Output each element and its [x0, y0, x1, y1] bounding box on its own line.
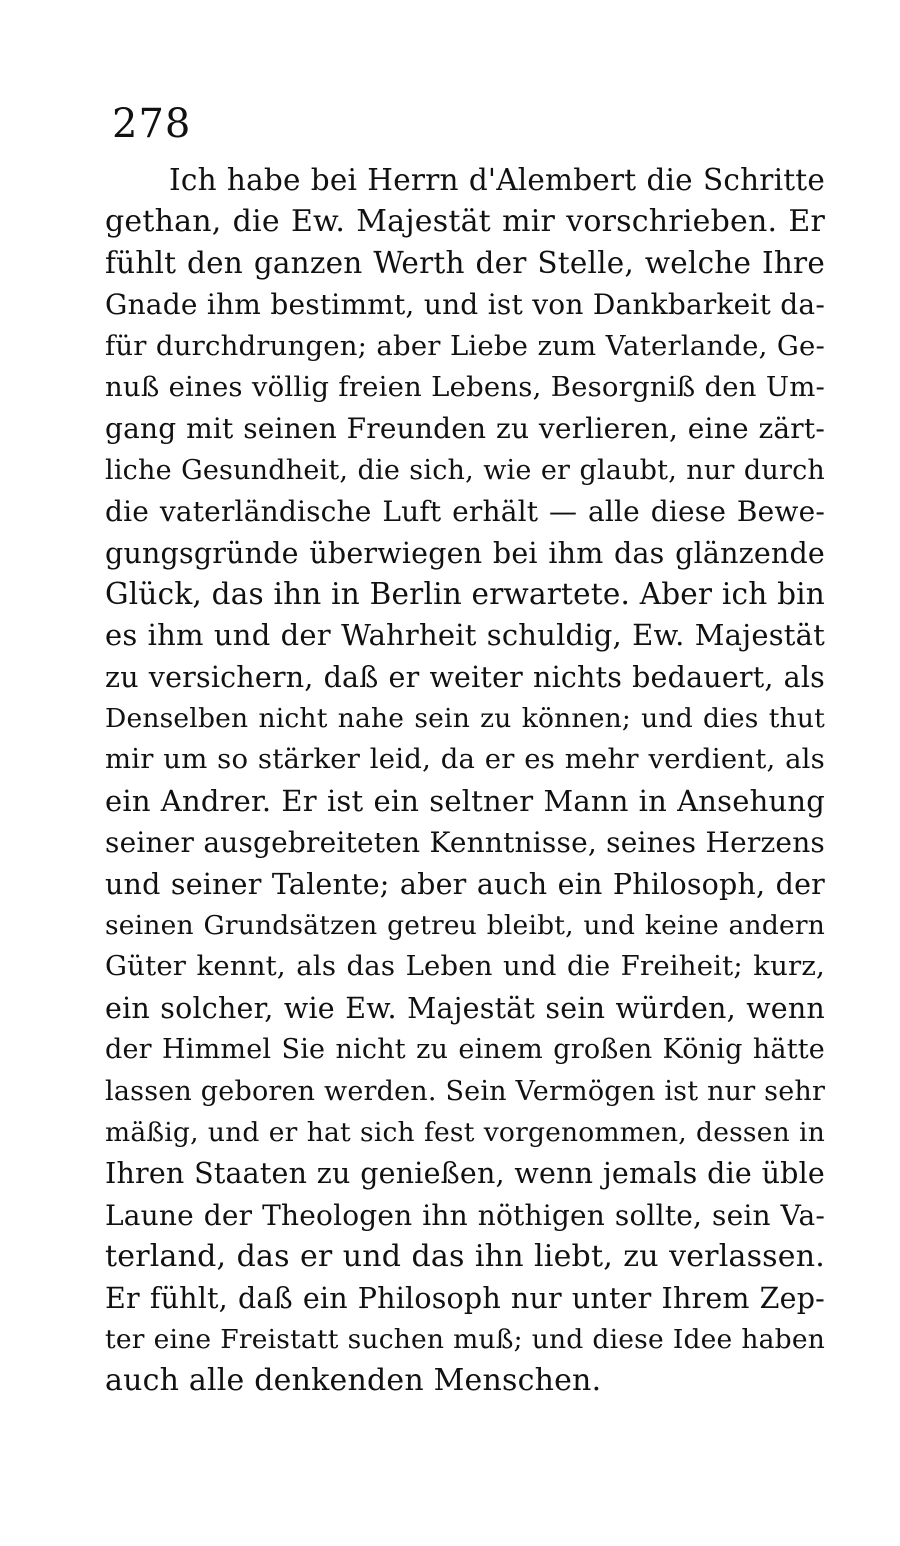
text-line: ein Andrer. Er ist ein seltner Mann in Ansehung [105, 783, 825, 818]
text-line: der Himmel Sie nicht zu einem großen König hätte [105, 1034, 825, 1066]
text-line: auch alle denkenden Menschen. [105, 1363, 602, 1399]
text-line: nuß eines völlig freien Lebens, Besorgniß den Um- [105, 370, 825, 403]
text-line: Ich habe bei Herrn d'Alembert die Schritte [169, 163, 825, 197]
text-line: seinen Grundsätzen getreu bleibt, und keine andern [105, 910, 825, 942]
text-line: ein solcher, wie Ew. Majestät sein würden, wenn [105, 991, 825, 1025]
text-line: terland, das er und das ihn liebt, zu verlassen. [105, 1239, 825, 1275]
text-line: Laune der Theologen ihn nöthigen sollte, sein Va- [105, 1198, 825, 1232]
text-line: mir um so stärker leid, da er es mehr verdient, als [105, 743, 825, 776]
text-line: Güter kennt, als das Leben und die Freiheit; kurz, [105, 950, 825, 983]
body-text [105, 160, 825, 1402]
text-line: lassen geboren werden. Sein Vermögen ist nur sehr [105, 1075, 826, 1107]
text-line: ter eine Freistatt suchen muß; und diese Idee haben [105, 1323, 825, 1355]
text-line: fühlt den ganzen Werth der Stelle, welche Ihre [105, 245, 825, 280]
text-line: liche Gesundheit, die sich, wie er glaubt, nur durch [105, 454, 825, 486]
text-line: Glück, das ihn in Berlin erwartete. Aber ich bin [105, 576, 825, 611]
text-line: und seiner Talente; aber auch ein Philosoph, der [105, 867, 825, 901]
text-line: Ihren Staaten zu genießen, wenn jemals die üble [105, 1157, 825, 1191]
text-line: seiner ausgebreiteten Kenntnisse, seines Herzens [105, 826, 825, 860]
text-line: mäßig, und er hat sich fest vorgenommen, dessen in [105, 1116, 825, 1148]
text-line: Denselben nicht nahe sein zu können; und dies thut [105, 703, 825, 735]
text-line: gungsgründe überwiegen bei ihm das glänzende [105, 536, 825, 570]
text-line: gethan, die Ew. Majestät mir vorschrieben. Er [105, 204, 825, 240]
text-line: Er fühlt, daß ein Philosoph nur unter Ihrem Zep- [105, 1281, 825, 1315]
text-line: es ihm und der Wahrheit schuldig, Ew. Majestät [105, 618, 825, 653]
text-line: zu versichern, daß er weiter nichts bedauert, als [105, 660, 825, 694]
text-line: gang mit seinen Freunden zu verlieren, eine zärt- [105, 412, 825, 446]
text-line: Gnade ihm bestimmt, und ist von Dankbarkeit da- [105, 288, 825, 322]
text-line: für durchdrungen; aber Liebe zum Vaterlande, Ge- [105, 329, 825, 362]
text-line: die vaterländische Luft erhält — alle diese Bewe- [105, 495, 825, 529]
page-number: 278 [112, 101, 192, 147]
